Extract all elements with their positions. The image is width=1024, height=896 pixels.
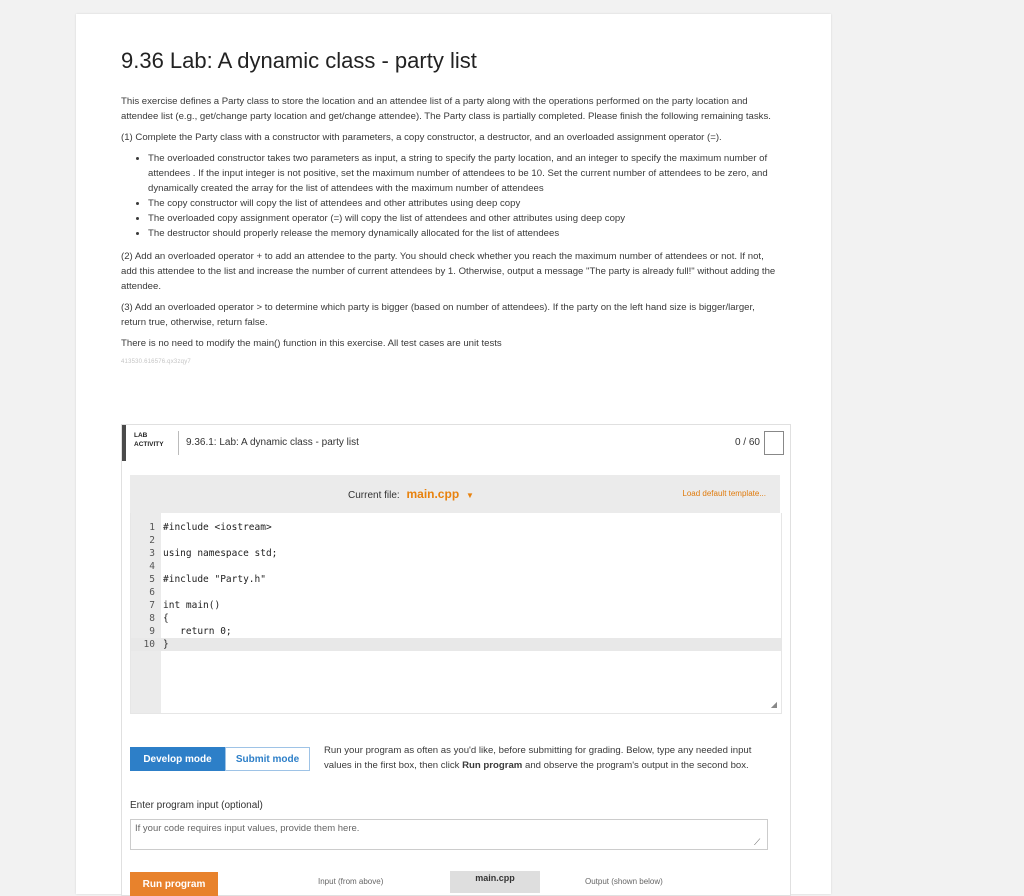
line-number: 8 <box>149 613 155 624</box>
line-number: 2 <box>149 535 155 546</box>
file-selector[interactable]: main.cpp <box>406 487 460 501</box>
textarea-resize-icon[interactable]: ⟋ <box>754 837 761 847</box>
line-code: { <box>163 613 169 624</box>
list-item: • The copy constructor will copy the list of attendees and other attributes using deep copy <box>148 196 781 211</box>
intro-paragraph: This exercise defines a Party class to store the location and an attendee list of a party along with the operations performed on the party location and attendee list (e.g., get/change party location and get/change attendee). The Party class is partially completed. Please finish the following remaining tasks. <box>121 96 771 122</box>
line-number: 3 <box>149 548 155 559</box>
task3-paragraph: (3) Add an overloaded operator > to determine which party is bigger (based on number of attendees). If the party on the left hand size is bigger/larger, return true, otherwise, return false. <box>121 302 755 328</box>
program-input-label: Enter program input (optional) <box>130 800 263 811</box>
current-file-label: Current file: <box>348 490 400 501</box>
flow-output-label: Output (shown below) <box>585 877 663 886</box>
mode-help-text <box>324 743 779 773</box>
line-number: 1 <box>149 522 155 533</box>
help-text-start: Run your program as often as you'd like, before submitting for grading. Below, type any needed input values in the first box, then click <box>324 745 752 771</box>
list-item: • The destructor should properly release the memory dynamically allocated for the list of attendees <box>148 226 781 241</box>
code-line <box>131 521 781 534</box>
editor-toolbar <box>130 475 780 513</box>
lab-tag-line1: LAB <box>134 432 148 439</box>
caret-down-icon[interactable]: ▼ <box>465 491 474 500</box>
current-file <box>348 487 474 501</box>
code-line <box>131 573 781 586</box>
list-item: • The overloaded copy assignment operator (=) will copy the list of attendees and other attributes using deep copy <box>148 211 781 226</box>
code-editor[interactable] <box>130 513 782 714</box>
code-line <box>131 599 781 612</box>
code-line <box>131 612 781 625</box>
line-code: using namespace std; <box>163 548 278 559</box>
requirements-list <box>121 151 781 241</box>
code-line <box>131 547 781 560</box>
program-input-field[interactable] <box>130 819 768 850</box>
code-line <box>131 625 781 638</box>
code-line-active <box>131 638 781 651</box>
lab-score: 0 / 60 <box>734 437 760 448</box>
task1-paragraph: (1) Complete the Party class with a constructor with parameters, a copy constructor, a destructor, and an overloaded assignment operator (=). <box>121 132 722 143</box>
line-number: 10 <box>143 639 155 650</box>
list-item: • The overloaded constructor takes two parameters as input, a string to specify the party location, and an integer to specify the maximum number of attendees . If the input integer is not positive, set the maximum number of attendees to be 10. Set the current number of attendees to be zero, and dynamically created the array for the list of attendees with the maximum number of attendees <box>148 151 781 196</box>
lab-tag-line2: ACTIVITY <box>134 441 164 448</box>
line-number: 4 <box>149 561 155 572</box>
run-program-button[interactable]: Run program <box>130 872 218 896</box>
code-line <box>131 560 781 573</box>
line-number: 7 <box>149 600 155 611</box>
lab-title: 9.36.1: Lab: A dynamic class - party list <box>186 437 359 448</box>
line-code: #include <iostream> <box>163 522 272 533</box>
line-number: 6 <box>149 587 155 598</box>
line-number: 9 <box>149 626 155 637</box>
page-title: 9.36 Lab: A dynamic class - party list <box>121 48 477 73</box>
lab-activity <box>121 424 791 896</box>
code-line <box>131 586 781 599</box>
resize-handle-icon[interactable]: ◢ <box>770 700 777 709</box>
lab-description <box>121 94 781 370</box>
line-number: 5 <box>149 574 155 585</box>
line-code: #include "Party.h" <box>163 574 266 585</box>
load-default-template-link[interactable]: Load default template... <box>682 489 766 498</box>
help-text-bold: Run program <box>462 760 523 771</box>
help-text-end: and observe the program's output in the second box. <box>522 760 749 771</box>
line-code: int main() <box>163 600 221 611</box>
code-line <box>131 534 781 547</box>
activity-id: 413530.616576.qx3zqy7 <box>121 359 191 365</box>
lab-activity-tag <box>134 431 164 449</box>
flow-file-box: main.cpp <box>450 871 540 893</box>
completion-badge-icon <box>764 431 784 455</box>
lab-header <box>122 425 790 461</box>
task2-paragraph: (2) Add an overloaded operator + to add an attendee to the party. You should check whether you reach the maximum number of attendees or not. If not, add this attendee to the list and increase the number of current attendees by 1. Otherwise, output a message "The party is already full!" without adding the attendee. <box>121 251 776 292</box>
header-divider <box>178 431 179 455</box>
line-code: return 0; <box>163 626 232 637</box>
flow-input-label: Input (from above) <box>318 877 384 886</box>
note-paragraph: There is no need to modify the main() function in this exercise. All test cases are unit tests <box>121 338 502 349</box>
line-code: } <box>163 639 169 650</box>
submit-mode-button[interactable]: Submit mode <box>225 747 310 771</box>
content-card <box>76 14 831 894</box>
develop-mode-button[interactable]: Develop mode <box>130 747 225 771</box>
